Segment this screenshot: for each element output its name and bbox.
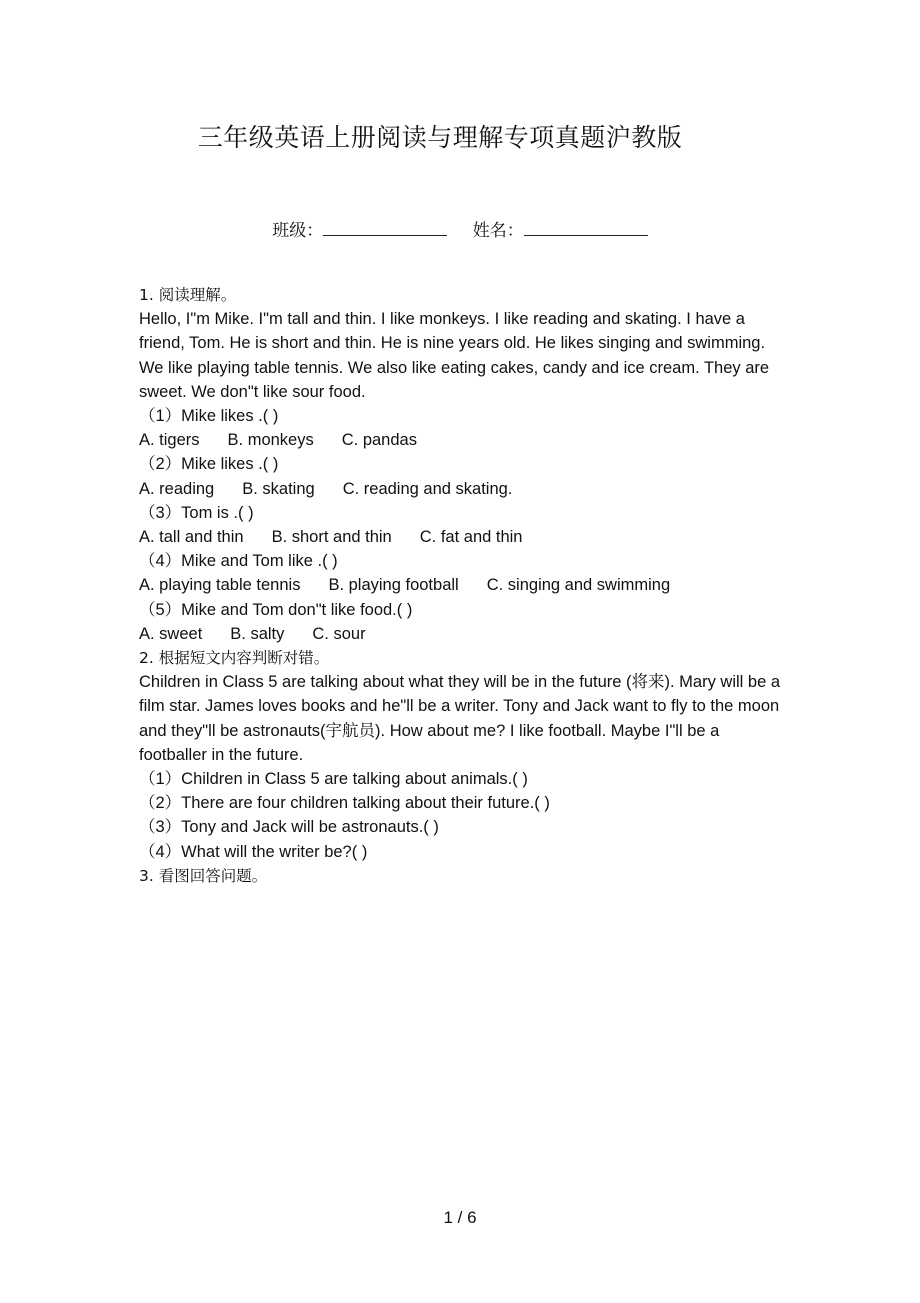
q2-item-3: （3）Tony and Jack will be astronauts.( ): [139, 818, 439, 837]
option-c: C. sour: [312, 624, 366, 643]
name-blank[interactable]: [524, 221, 648, 236]
option-c: C. reading and skating.: [342, 479, 513, 498]
page-number: 1 / 6: [443, 1208, 477, 1227]
class-label: 班级：: [272, 221, 324, 241]
question-1-heading: 1. 阅读理解。: [139, 286, 237, 304]
q1-item-4-options: [139, 573, 784, 597]
option-b: B. skating: [242, 479, 315, 498]
page-title: 三年级英语上册阅读与理解专项真题沪教版: [197, 123, 683, 152]
option-c: C. fat and thin: [419, 528, 523, 547]
q1-item-2-options: [139, 477, 784, 501]
q2-item-4: （4）What will the writer be?( ): [139, 842, 368, 861]
class-blank[interactable]: [323, 221, 447, 236]
q2-item-2: （2）There are four children talking about their future.( ): [139, 794, 550, 813]
question-3: [139, 864, 784, 888]
option-c: C. pandas: [341, 431, 417, 450]
q2-item-1: （1）Children in Class 5 are talking about animals.( ): [139, 770, 528, 789]
question-1: [139, 283, 784, 646]
q1-item-3-stem: （3）Tom is .( ): [139, 503, 254, 522]
question-2-passage: Children in Class 5 are talking about what they will be in the future (将来). Mary will be a film star. James loves books and he"ll be a writer. Tony and Jack want to fly to the moon and they"ll be astronauts(宇航员). How about me? I like football. Maybe I"ll be a footballer in the future.: [139, 673, 781, 764]
q1-item-5-stem: （5）Mike and Tom don"t like food.( ): [139, 600, 413, 619]
option-a: A. reading: [139, 479, 215, 498]
q1-item-3-options: [139, 525, 784, 549]
name-label: 姓名：: [472, 221, 524, 241]
q1-item-2-stem: （2）Mike likes .( ): [139, 455, 279, 474]
option-a: A. tall and thin: [139, 528, 244, 547]
option-a: A. sweet: [139, 624, 203, 643]
option-a: A. tigers: [139, 431, 200, 450]
option-a: A. playing table tennis: [139, 576, 301, 595]
q1-item-1-options: [139, 428, 784, 452]
class-field: [272, 216, 447, 241]
option-b: B. salty: [230, 624, 285, 643]
option-b: B. playing football: [328, 576, 459, 595]
student-info-row: [0, 216, 920, 241]
question-1-passage: Hello, I"m Mike. I"m tall and thin. I like monkeys. I like reading and skating. I have a friend, Tom. He is short and thin. He is nine years old. He likes singing and swimming. We like playing table tennis. We also like eating cakes, candy and ice cream. They are sweet. We don"t like sour food.: [139, 310, 770, 401]
option-b: B. monkeys: [227, 431, 314, 450]
question-3-heading: 3. 看图回答问题。: [139, 866, 268, 885]
q1-item-5-options: [139, 622, 784, 646]
name-field: [473, 216, 648, 241]
q1-item-4-stem: （4）Mike and Tom like .( ): [139, 552, 338, 571]
question-2-heading: 2. 根据短文内容判断对错。: [139, 649, 330, 668]
q1-item-1-stem: （1）Mike likes .( ): [139, 407, 279, 426]
option-b: B. short and thin: [271, 528, 392, 547]
question-2: [139, 646, 784, 864]
worksheet-content: [139, 283, 784, 888]
option-c: C. singing and swimming: [486, 576, 671, 595]
